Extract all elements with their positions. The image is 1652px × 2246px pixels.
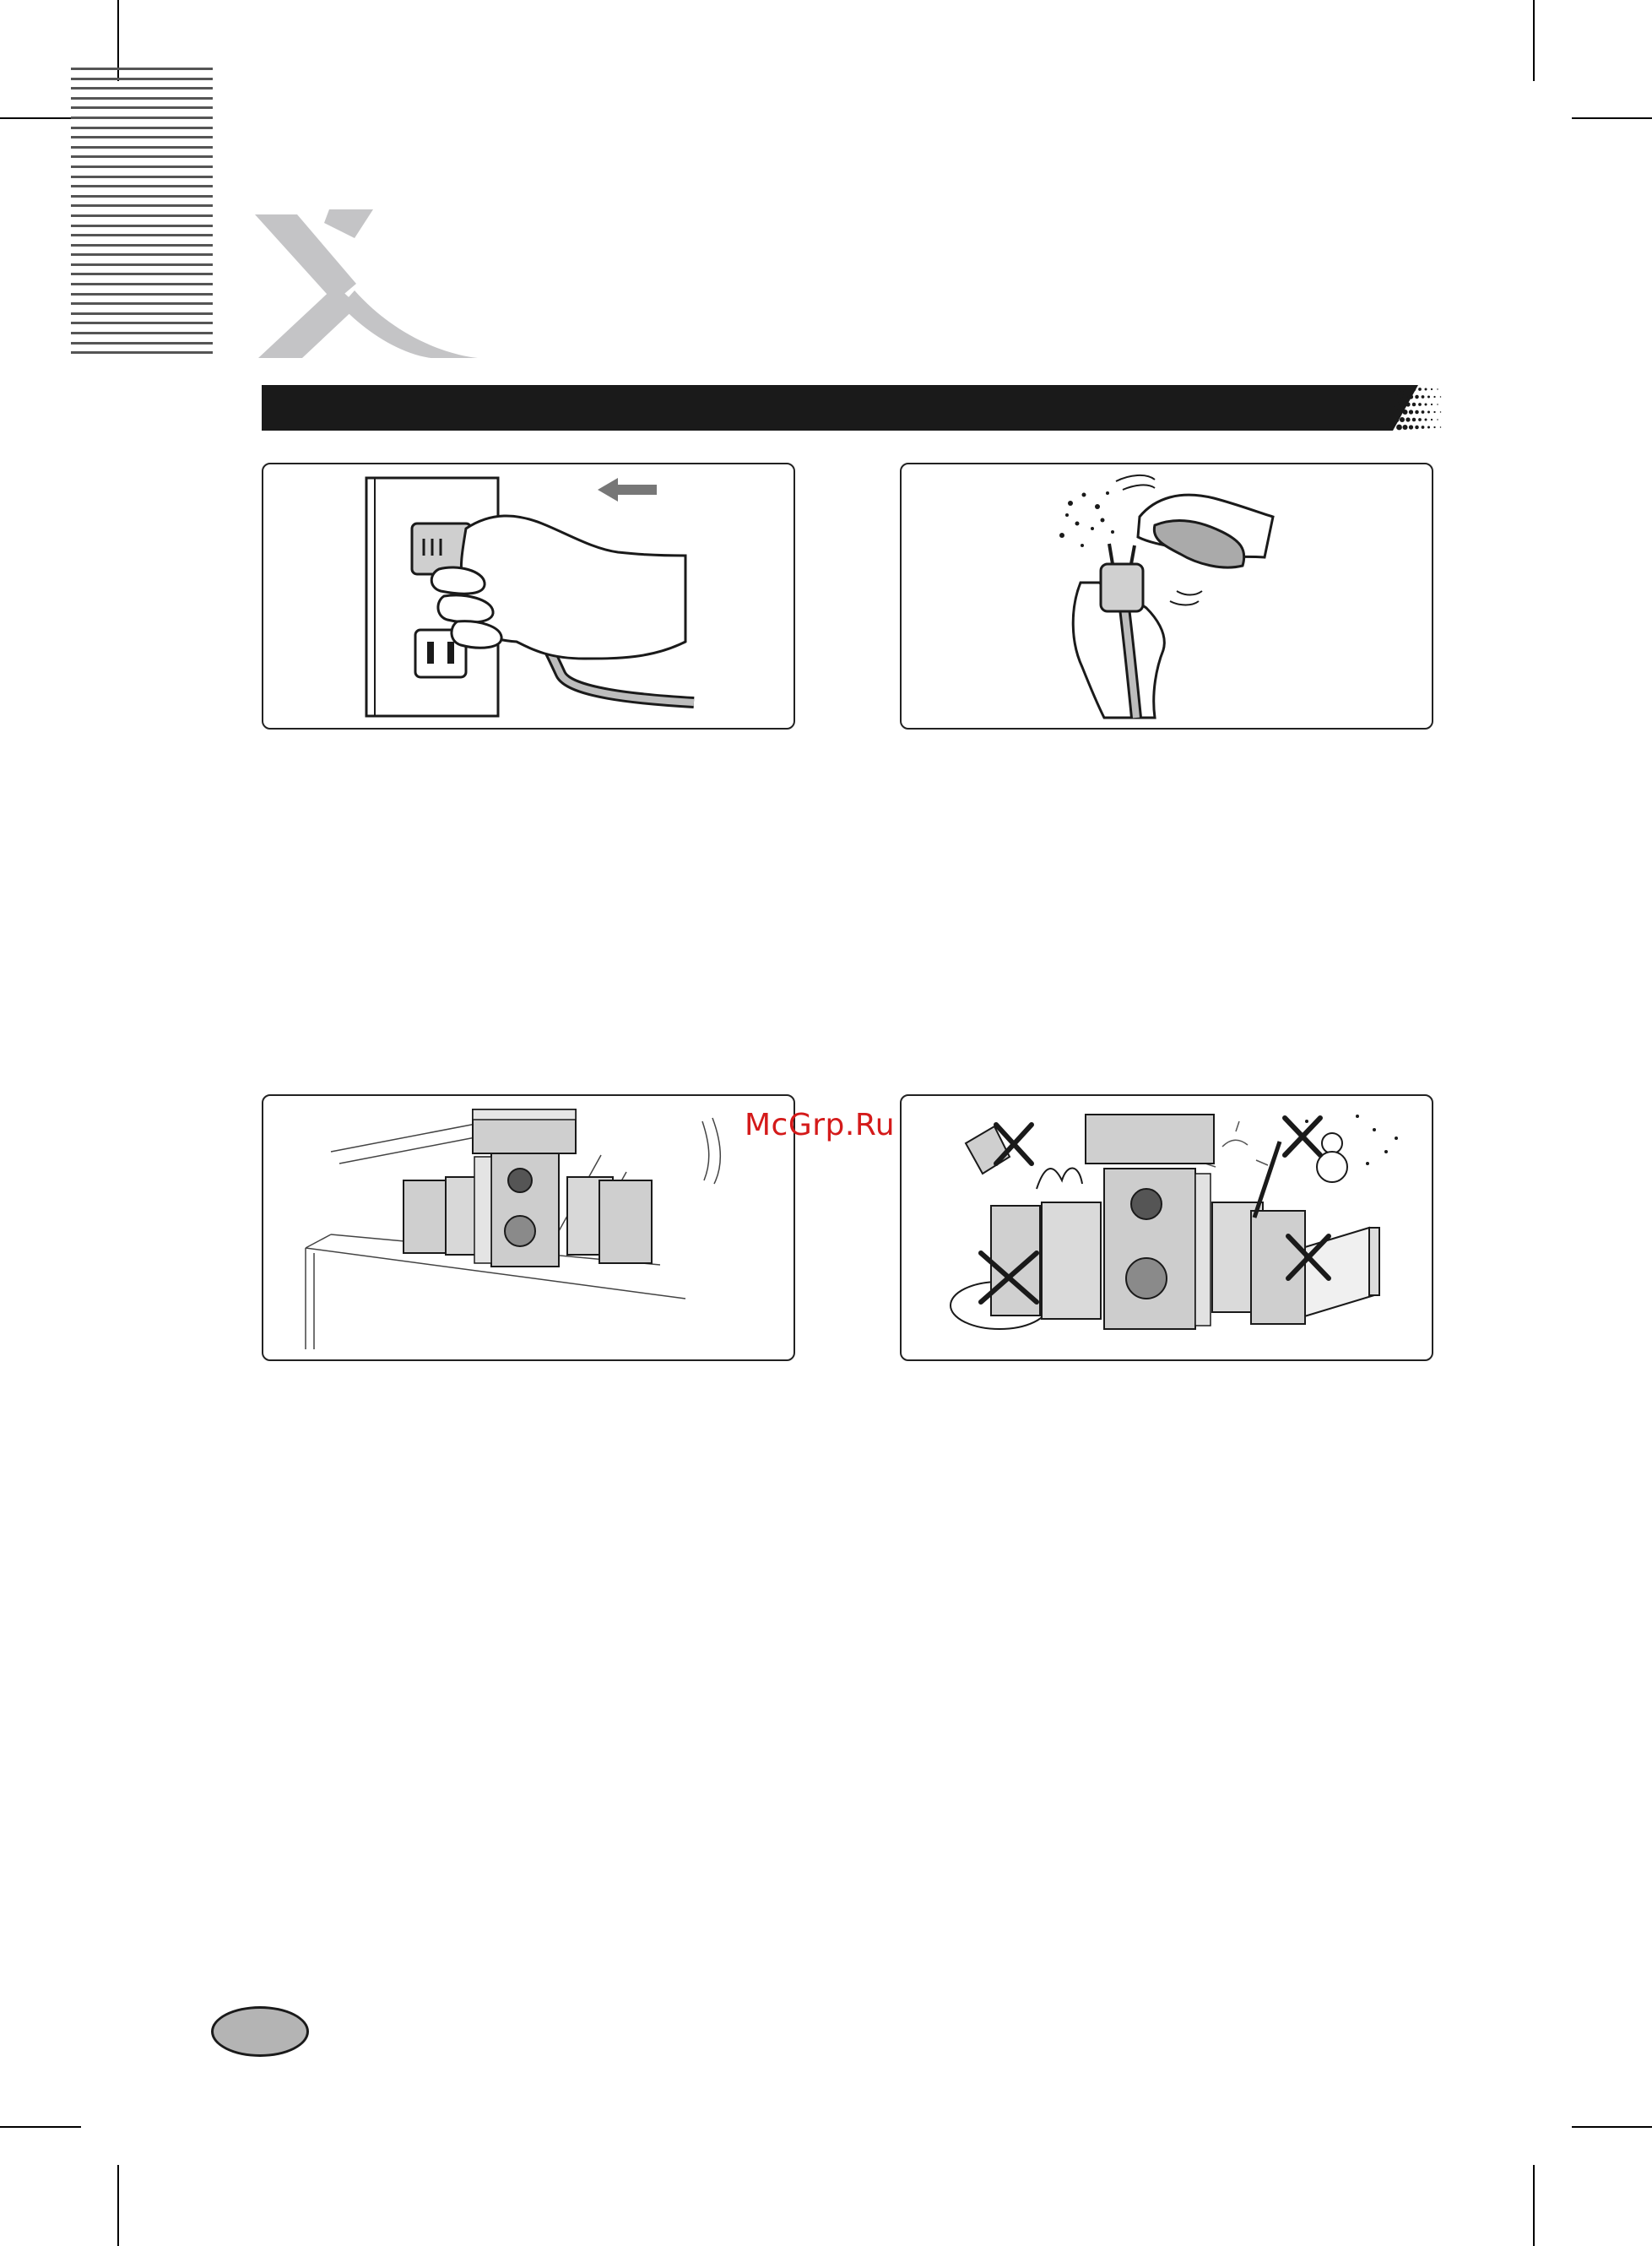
halftone-dot xyxy=(1425,419,1427,421)
halftone-dot xyxy=(1422,426,1425,429)
stripe-line xyxy=(71,351,213,354)
stripe-line xyxy=(71,342,213,344)
halftone-dot xyxy=(1427,396,1430,399)
stripe-line xyxy=(71,273,213,275)
stripe-line xyxy=(71,87,213,90)
stripe-line xyxy=(71,195,213,198)
stripe-line xyxy=(71,253,213,256)
stripe-line xyxy=(71,185,213,187)
hand-unplugging-cord-icon xyxy=(263,464,795,730)
crop-mark xyxy=(1533,0,1535,81)
halftone-dot xyxy=(1396,394,1402,400)
halftone-dot xyxy=(1431,404,1433,405)
halftone-dot xyxy=(1394,417,1400,423)
stripe-line xyxy=(71,312,213,315)
x-logo-icon xyxy=(253,203,490,363)
stripe-line xyxy=(71,234,213,236)
figure-clean-plug xyxy=(900,463,1433,730)
halftone-dot xyxy=(1437,388,1438,389)
stripe-line xyxy=(71,97,213,100)
halftone-dot xyxy=(1418,403,1422,406)
halftone-dot xyxy=(1440,396,1441,397)
crop-mark xyxy=(1572,2126,1652,2128)
stripe-line xyxy=(71,283,213,285)
halftone-dot xyxy=(1402,410,1407,415)
halftone-dot xyxy=(1427,411,1430,414)
halftone-dot xyxy=(1406,387,1410,391)
stripe-line xyxy=(71,263,213,266)
stripe-line xyxy=(71,127,213,129)
stripe-line xyxy=(71,106,213,109)
stripe-line xyxy=(71,136,213,138)
halftone-dot xyxy=(1412,388,1416,392)
watermark-text: McGrp.Ru xyxy=(745,1108,896,1142)
halftone-dot xyxy=(1394,387,1400,393)
stripe-line xyxy=(71,165,213,168)
halftone-dot xyxy=(1396,410,1402,415)
crop-mark xyxy=(117,2165,119,2246)
stripe-line xyxy=(71,78,213,80)
figure-unplug-cord xyxy=(262,463,795,730)
page-number-badge xyxy=(211,2006,309,2057)
halftone-dot xyxy=(1425,404,1427,406)
stripe-line xyxy=(71,204,213,207)
stripe-line xyxy=(71,225,213,227)
halftone-dot xyxy=(1402,425,1407,430)
section-title-bar xyxy=(262,385,1447,431)
halftone-dot xyxy=(1425,388,1427,391)
stripe-line xyxy=(71,146,213,149)
stripe-line xyxy=(71,176,213,178)
stripe-line xyxy=(71,117,213,119)
halftone-dot xyxy=(1433,396,1435,398)
speakers-on-shelf-icon xyxy=(263,1096,795,1361)
halftone-dot xyxy=(1394,402,1400,408)
halftone-dot xyxy=(1409,425,1413,429)
halftone-dot xyxy=(1412,418,1416,422)
halftone-dot xyxy=(1400,417,1405,422)
crop-mark xyxy=(1533,2165,1535,2246)
title-bar-fill xyxy=(262,385,1418,431)
halftone-dot xyxy=(1440,411,1441,412)
halftone-dot xyxy=(1422,410,1425,414)
halftone-dot xyxy=(1400,387,1405,392)
halftone-dot xyxy=(1418,388,1422,391)
halftone-dot xyxy=(1418,418,1422,421)
crop-mark xyxy=(0,2126,81,2128)
halftone-dot xyxy=(1440,426,1441,427)
halftone-dot xyxy=(1412,403,1416,407)
stripe-line xyxy=(71,155,213,158)
figure-correct-placement xyxy=(262,1094,795,1361)
hand-cleaning-plug-icon xyxy=(902,464,1433,730)
stripe-line xyxy=(71,244,213,247)
halftone-dot xyxy=(1406,402,1410,406)
halftone-dot xyxy=(1415,426,1419,430)
halftone-dot xyxy=(1431,419,1433,420)
halftone-dot xyxy=(1409,394,1413,399)
halftone-dot xyxy=(1437,419,1438,420)
halftone-dot xyxy=(1409,410,1413,414)
halftone-dot xyxy=(1400,402,1405,407)
halftone-dot xyxy=(1415,410,1419,415)
halftone-dot xyxy=(1406,417,1410,421)
stripe-line xyxy=(71,332,213,334)
stripe-line xyxy=(71,214,213,217)
halftone-dot xyxy=(1396,425,1402,431)
stripe-line xyxy=(71,322,213,324)
header-stripes xyxy=(71,68,213,361)
stripe-line xyxy=(71,293,213,296)
halftone-dot xyxy=(1427,426,1430,429)
crop-mark xyxy=(1572,117,1652,119)
stripe-line xyxy=(71,68,213,70)
stripe-line xyxy=(71,302,213,305)
speakers-hazards-crossed-icon xyxy=(902,1096,1433,1361)
halftone-dot xyxy=(1431,388,1433,390)
halftone-dot xyxy=(1422,395,1425,399)
halftone-dot xyxy=(1402,394,1407,399)
crop-mark xyxy=(0,117,81,119)
halftone-dot xyxy=(1433,426,1435,428)
halftone-dot xyxy=(1433,411,1435,413)
figure-incorrect-placement xyxy=(900,1094,1433,1361)
halftone-dot xyxy=(1415,395,1419,399)
